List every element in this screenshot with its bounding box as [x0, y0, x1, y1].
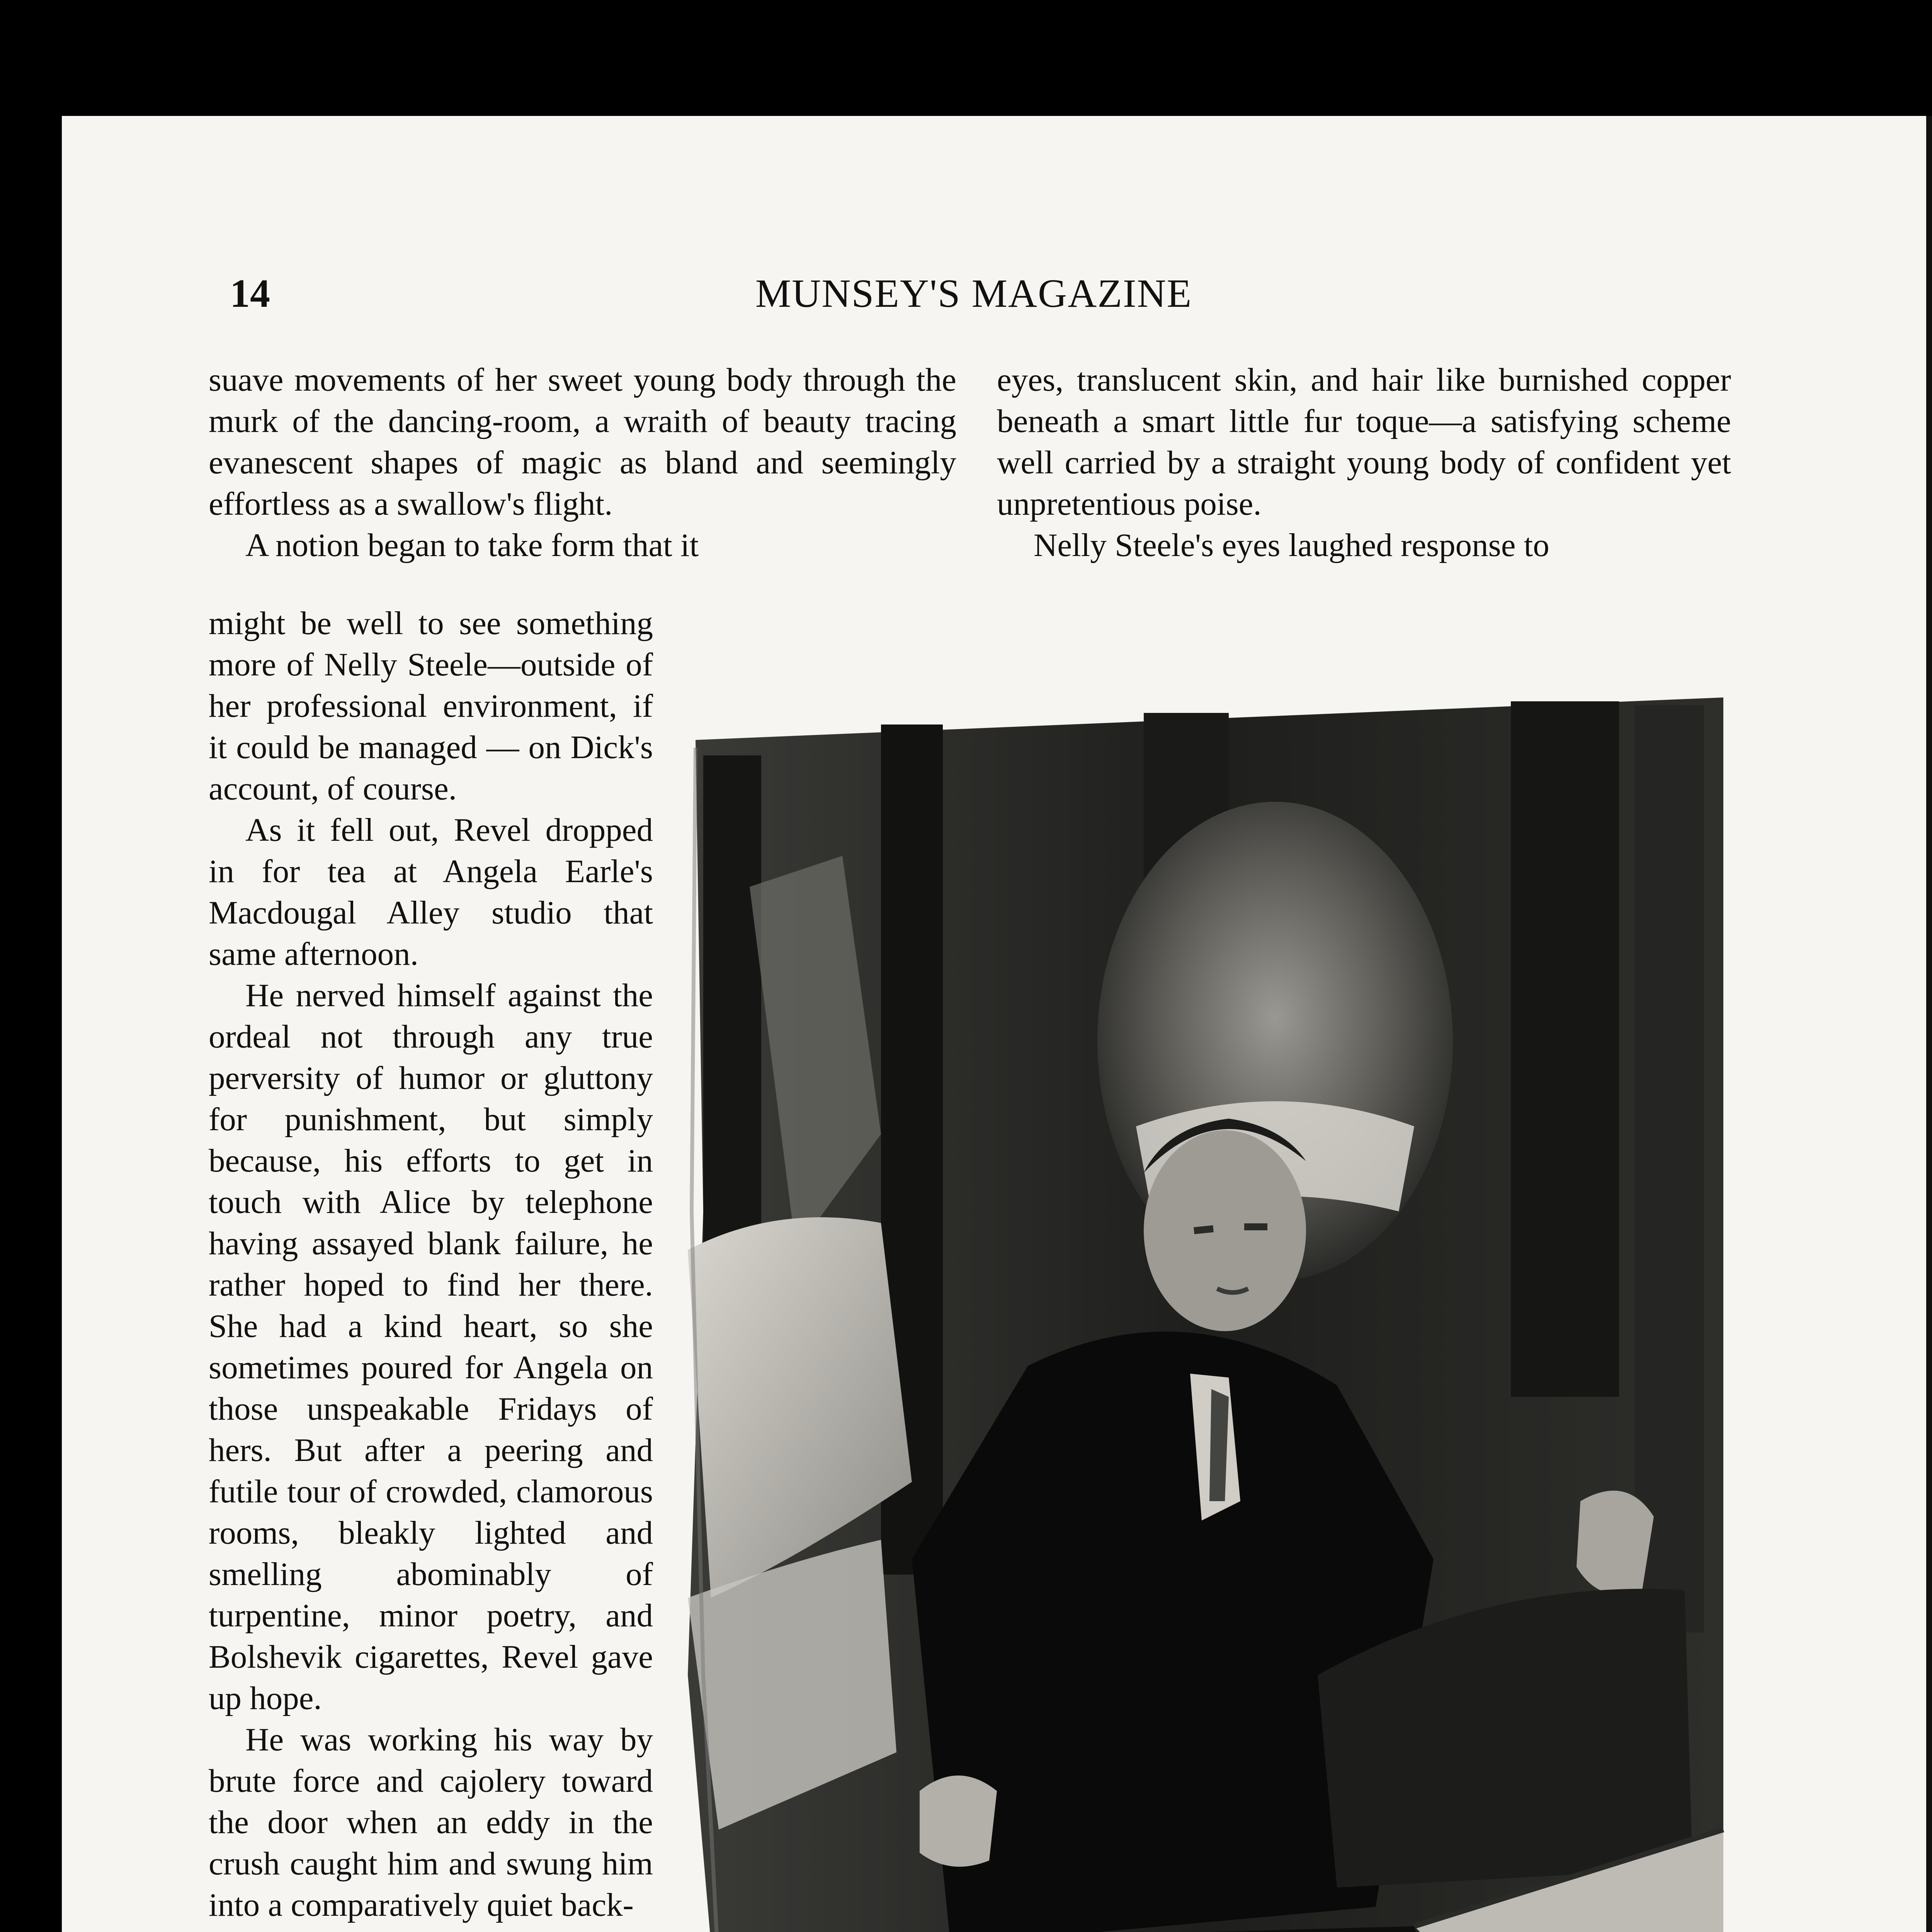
illustration: [680, 670, 1731, 1932]
illustration-drawing: [680, 670, 1731, 1932]
left-column-top: [209, 359, 956, 566]
running-head: [230, 270, 1718, 325]
paragraph: He nerved himself against the ordeal not through any true perversity of humor or gluttony for punishment, but simply because, his efforts to get in touch with Alice by telephone having assayed blank failure, he rather hoped to find her there. She had a kind heart, so she sometimes poured for Angela on those unspeakable Fridays of hers. But after a peering and futile tour of crowded, clamorous rooms, bleakly lighted and smelling abominably of turpentine, minor poetry, and Bolshevik cigarettes, Revel gave up hope.: [209, 977, 653, 1716]
paragraph: suave movements of her sweet young body through the murk of the dancing-room, a wraith of beauty tracing evanescent shapes of magic as bland and seemingly effortless as a swallow's flight.: [209, 362, 956, 522]
paragraph: eyes, translucent skin, and hair like burnished copper beneath a smart little fur toque—a satisfying scheme well carried by a straight young body of confident yet unpretentious poise.: [997, 362, 1731, 522]
magazine-title: MUNSEY'S MAGAZINE: [755, 271, 1192, 316]
page-number: 14: [230, 271, 270, 316]
page-spine: [1926, 116, 1932, 1932]
left-column-narrow: [209, 603, 653, 1926]
paragraph: He was working his way by brute force and cajolery toward the door when an eddy in the crush caught him and swung him into a comparatively quiet back-: [209, 1721, 653, 1923]
right-column-top: [997, 359, 1731, 566]
paragraph: Nelly Steele's eyes laughed response to: [1034, 527, 1549, 563]
paragraph: A notion began to take form that it: [245, 527, 699, 563]
paragraph: As it fell out, Revel dropped in for tea at Angela Earle's Macdougal Alley studio that same afternoon.: [209, 812, 653, 972]
paragraph: might be well to see something more of Nelly Steele—outside of her professional environment, if it could be managed — on Dick's account, of course.: [209, 605, 653, 807]
